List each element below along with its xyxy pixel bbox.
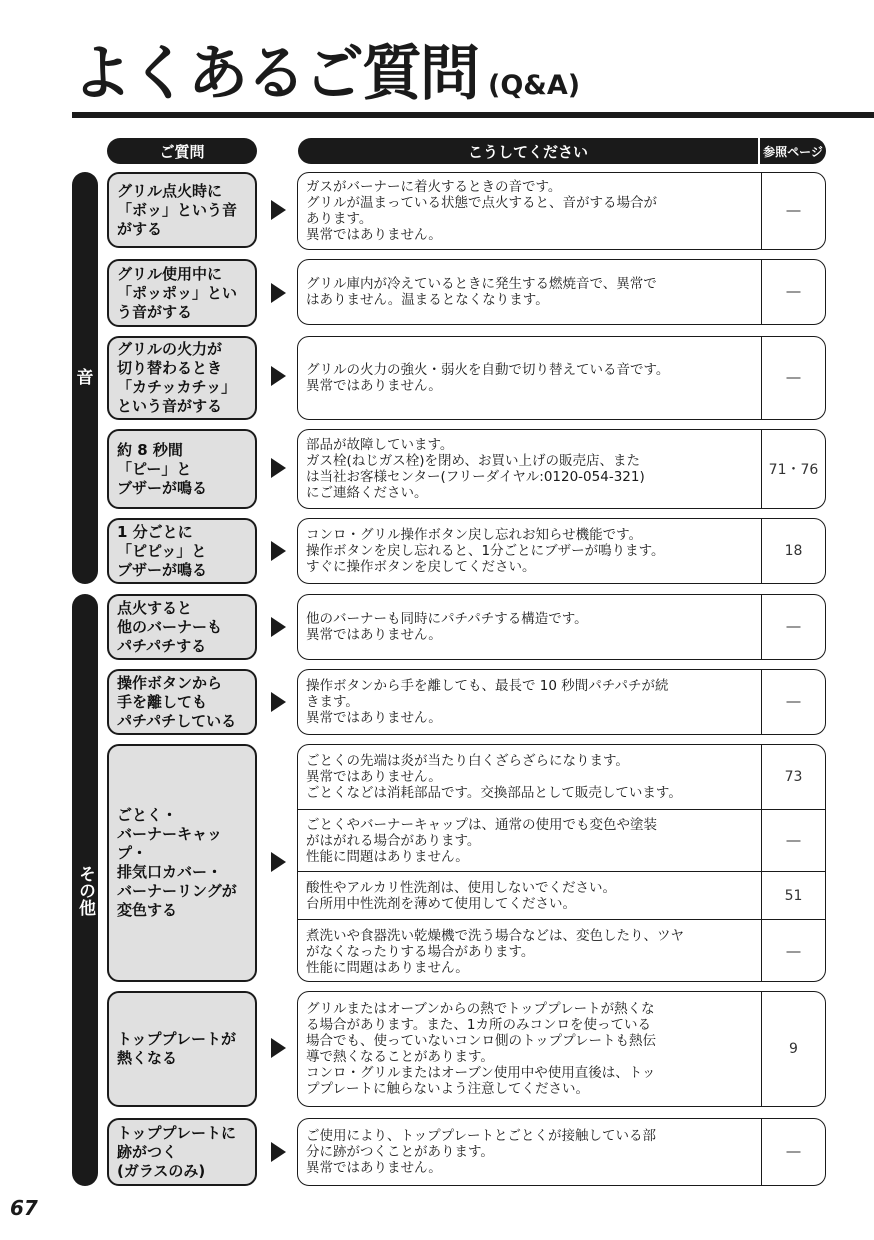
answer-text: 酸性やアルカリ性洗剤は、使用しないでください。 台所用中性洗剤を薄めて使用してください。 (306, 879, 616, 912)
answer-box (297, 991, 826, 1107)
question-parts-discoloration: ごとく・ バーナーキャップ・ 排気口カバー・ バーナーリングが 変色する (107, 744, 257, 982)
reference-page: 71・76 (761, 430, 825, 508)
answer-text: 部品が故障しています。 ガス栓(ねじガス栓)を閉め、お買い上げの販売店、また は当社お客様センター(フリーダイヤル:0120-054-321) にご連絡ください。 (306, 437, 645, 501)
answer-box (297, 336, 826, 420)
header-answer: こうしてください (298, 138, 758, 164)
reference-page: ― (761, 173, 825, 249)
answer-box (297, 429, 826, 509)
category-sound: 音 (72, 172, 98, 584)
question-topplate-hot: トッププレートが 熱くなる (107, 991, 257, 1107)
arrow-right-icon (271, 852, 286, 872)
arrow-right-icon (271, 458, 286, 478)
question-grill-popping-sound: グリル使用中に 「ポッポッ」とい う音がする (107, 259, 257, 327)
answer-box (297, 518, 826, 584)
answer-text: ガスがバーナーに着火するときの音です。 グリルが温まっている状態で点火すると、音がする場合が あります。 異常ではありません。 (306, 179, 657, 243)
reference-page: ― (761, 920, 825, 982)
reference-page: 18 (761, 519, 825, 583)
answer-text: ごとくの先端は炎が当たり白くざらざらになります。 異常ではありません。 ごとくなどは消耗部品です。交換部品として販売しています。 (306, 753, 682, 801)
answer-text: 他のバーナーも同時にパチパチする構造です。 異常ではありません。 (306, 611, 588, 643)
answer-text: グリルの火力の強火・弱火を自動で切り替えている音です。 異常ではありません。 (306, 362, 670, 394)
reference-page: ― (761, 670, 825, 734)
category-other-label: その他 (75, 864, 95, 916)
answer-text: ご使用により、トッププレートとごとくが接触している部 分に跡がつくことがあります。 異常ではありません。 (306, 1128, 657, 1176)
reference-page: ― (761, 595, 825, 659)
answer-box (297, 669, 826, 735)
title-underline (72, 112, 874, 118)
arrow-right-icon (271, 617, 286, 637)
answer-box (297, 172, 826, 250)
answer-box (297, 744, 826, 982)
arrow-right-icon (271, 541, 286, 561)
answer-box (297, 1118, 826, 1186)
question-topplate-marks: トッププレートに 跡がつく (ガラスのみ) (107, 1118, 257, 1186)
question-grill-ignition-sound: グリル点火時に 「ボッ」という音 がする (107, 172, 257, 248)
question-ignition-crackle: 点火すると 他のバーナーも パチパチする (107, 594, 257, 660)
answer-text: グリル庫内が冷えているときに発生する燃焼音で、異常で はありません。温まるとなくなります。 (306, 276, 657, 308)
arrow-right-icon (271, 1038, 286, 1058)
answer-text: 操作ボタンから手を離しても、最長で 10 秒間パチパチが続 きます。 異常ではありません。 (306, 678, 669, 726)
answer-box (297, 259, 826, 325)
header-reference-page: 参照ページ (760, 138, 826, 164)
page-title-main: よくあるご質問 (72, 39, 478, 109)
arrow-right-icon (271, 200, 286, 220)
arrow-right-icon (271, 1142, 286, 1162)
question-crackle-after-release: 操作ボタンから 手を離しても パチパチしている (107, 669, 257, 735)
reference-page: ― (761, 1119, 825, 1185)
answer-text: ごとくやバーナーキャップは、通常の使用でも変色や塗装 がはがれる場合があります。 性能に問題はありません。 (306, 816, 657, 865)
arrow-right-icon (271, 692, 286, 712)
page-title-sub: (Q&A) (488, 70, 581, 101)
answer-box (297, 594, 826, 660)
arrow-right-icon (271, 283, 286, 303)
category-other (72, 594, 98, 1186)
arrow-right-icon (271, 366, 286, 386)
page-number: 67 (10, 1196, 38, 1220)
reference-page: 73 (761, 745, 825, 809)
reference-page: 51 (761, 872, 825, 919)
reference-page: ― (761, 810, 825, 871)
reference-page: ― (761, 260, 825, 324)
reference-page: 9 (761, 992, 825, 1106)
answer-text: グリルまたはオーブンからの熱でトッププレートが熱くな る場合があります。また、1カ所のみコンロを使っている 場合でも、使っていないコンロ側のトッププレートも熱伝 導で熱くなることがあります。 コンロ・グリルまたはオーブン使用中や使用直後は、トッ ププレートに触らないよう注意してください。 (306, 1001, 657, 1097)
question-heat-switch-click: グリルの火力が 切り替わるとき 「カチッカチッ」 という音がする (107, 336, 257, 420)
question-8sec-buzzer: 約 8 秒間 「ピー」と ブザーが鳴る (107, 429, 257, 509)
reference-page: ― (761, 337, 825, 419)
question-1min-buzzer: 1 分ごとに 「ピピッ」と ブザーが鳴る (107, 518, 257, 584)
answer-text: 煮洗いや食器洗い乾燥機で洗う場合などは、変色したり、ツヤ がなくなったりする場合があります。 性能に問題はありません。 (306, 927, 684, 976)
answer-text: コンロ・グリル操作ボタン戻し忘れお知らせ機能です。 操作ボタンを戻し忘れると、1分ごとにブザーが鳴ります。 すぐに操作ボタンを戻してください。 (306, 527, 665, 575)
header-question: ご質問 (107, 138, 257, 164)
